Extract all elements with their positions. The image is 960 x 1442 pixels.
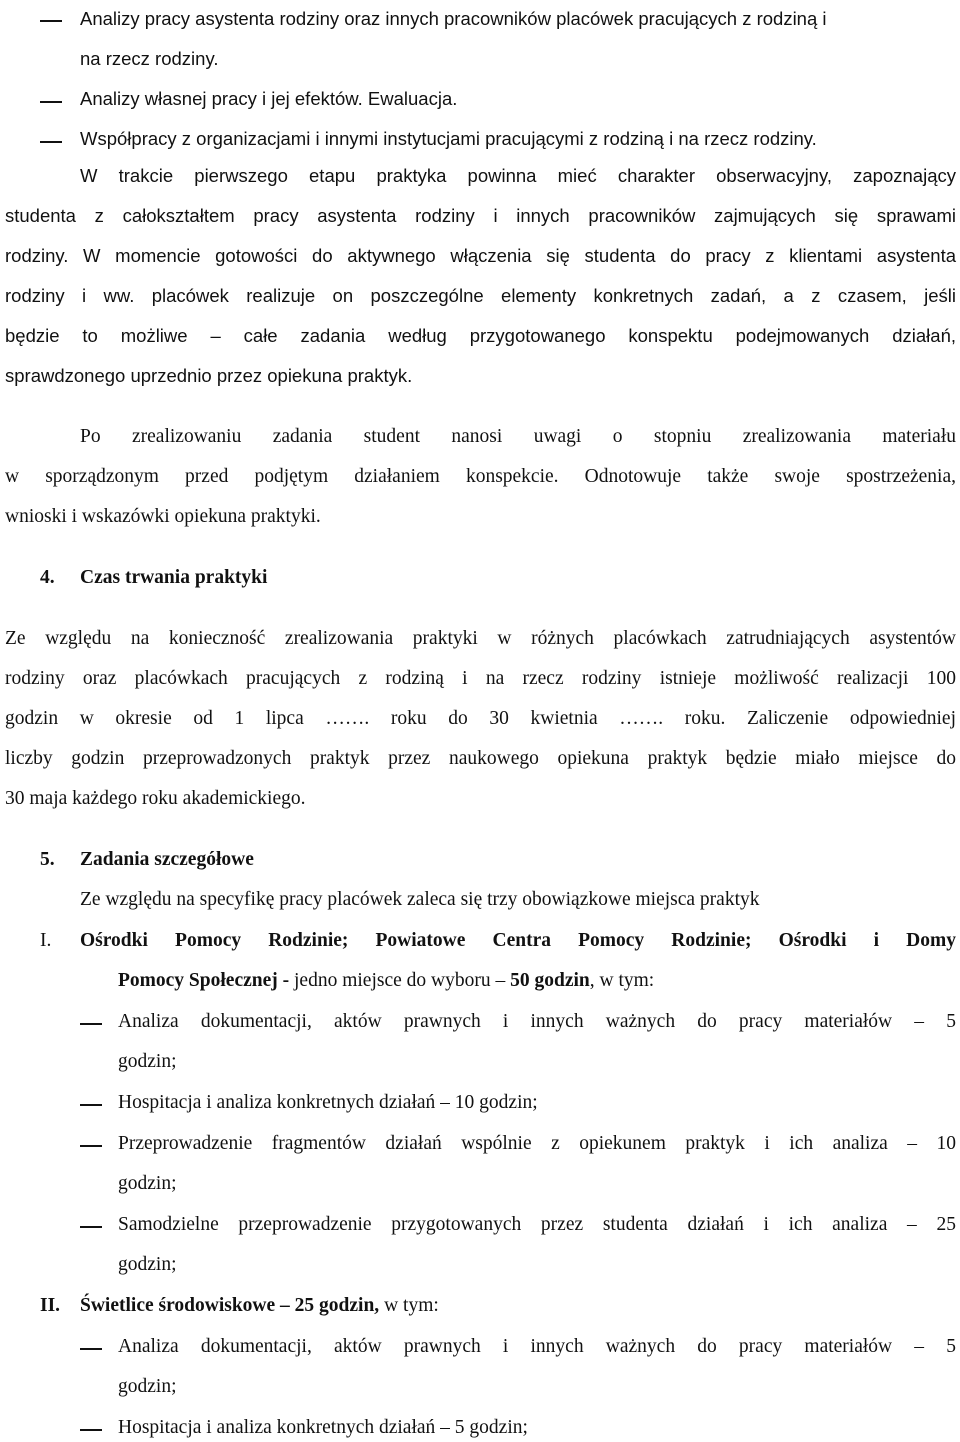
place-hours: 50 godzin <box>510 970 590 991</box>
paragraph-line: 30 maja każdego roku akademickiego. <box>5 788 306 809</box>
place-title <box>80 1294 439 1318</box>
place-title-continuation <box>118 969 654 993</box>
paragraph-line: będzie to możliwe – całe zadania według przygotowanego konspektu podejmowanych działań, <box>5 325 956 346</box>
task-item-continuation: godzin; <box>118 1254 177 1275</box>
dash-bullet <box>80 1226 102 1228</box>
paragraph-line: rodziny i ww. placówek realizuje on poszczególne elementy konkretnych zadań, a z czasem, jeśli <box>5 285 956 306</box>
bullet-text: Analizy pracy asystenta rodziny oraz innych pracowników placówek pracujących z rodziną i <box>80 8 827 29</box>
bullet-text: Analizy własnej pracy i jej efektów. Ewaluacja. <box>80 88 458 109</box>
paragraph-line: rodziny oraz placówkach pracujących z rodziną i na rzecz rodziny istnieje możliwość realizacji 100 <box>5 668 956 689</box>
place-title-text: w tym: <box>379 1295 439 1316</box>
task-item: Analiza dokumentacji, aktów prawnych i innych ważnych do pracy materiałów – 5 <box>118 1011 956 1032</box>
section-title: Zadania szczegółowe <box>80 849 254 870</box>
bullet-text: Współpracy z organizacjami i innymi instytucjami pracującymi z rodziną i na rzecz rodziny. <box>80 128 817 149</box>
paragraph-line: sprawdzonego uprzednio przez opiekuna praktyk. <box>5 365 413 386</box>
place-title-text: jedno miejsce do wyboru – <box>289 970 511 991</box>
task-item: Analiza dokumentacji, aktów prawnych i innych ważnych do pracy materiałów – 5 <box>118 1336 956 1357</box>
section-number: 4. <box>40 567 55 588</box>
place-title-bold: Świetlice środowiskowe – 25 godzin, <box>80 1295 380 1316</box>
dash-bullet <box>80 1429 102 1431</box>
bullet-text-continuation: na rzecz rodziny. <box>80 48 219 69</box>
dash-bullet <box>80 1348 102 1350</box>
paragraph-line: wnioski i wskazówki opiekuna praktyki. <box>5 506 321 527</box>
dash-bullet <box>40 20 62 22</box>
task-item: Przeprowadzenie fragmentów działań wspólnie z opiekunem praktyk i ich analiza – 10 <box>118 1133 956 1154</box>
place-title-bold: Pomocy Społecznej - <box>118 970 290 991</box>
task-item-continuation: godzin; <box>118 1173 177 1194</box>
paragraph-line: Po zrealizowaniu zadania student nanosi uwagi o stopniu zrealizowania materiału <box>80 426 956 447</box>
task-item-continuation: godzin; <box>118 1051 177 1072</box>
dash-bullet <box>80 1104 102 1106</box>
dash-bullet <box>40 101 62 103</box>
roman-numeral: I. <box>40 930 52 951</box>
place-title-text: , w tym: <box>589 970 655 991</box>
task-item: Samodzielne przeprowadzenie przygotowanych przez studenta działań i ich analiza – 25 <box>118 1214 956 1235</box>
dash-bullet <box>80 1145 102 1147</box>
task-item-continuation: godzin; <box>118 1376 177 1397</box>
roman-numeral: II. <box>40 1295 61 1316</box>
section-intro: Ze względu na specyfikę pracy placówek zaleca się trzy obowiązkowe miejsca praktyk <box>80 889 760 910</box>
section-title: Czas trwania praktyki <box>80 567 268 588</box>
paragraph-line: Ze względu na konieczność zrealizowania praktyki w różnych placówkach zatrudniających asystentów <box>5 628 956 649</box>
dash-bullet <box>80 1023 102 1025</box>
paragraph-line: godzin w okresie od 1 lipca ……. roku do 30 kwietnia ……. roku. Zaliczenie odpowiedniej <box>5 708 956 729</box>
paragraph-line: W trakcie pierwszego etapu praktyka powinna mieć charakter obserwacyjny, zapoznający <box>80 165 956 186</box>
dash-bullet <box>40 141 62 143</box>
task-item: Hospitacja i analiza konkretnych działań – 10 godzin; <box>118 1092 538 1113</box>
paragraph-line: rodziny. W momencie gotowości do aktywnego włączenia się studenta do pracy z klientami asystenta <box>5 245 956 266</box>
paragraph-line: liczby godzin przeprowadzonych praktyk przez naukowego opiekuna praktyk będzie miało miejsce do <box>5 748 956 769</box>
place-title: Ośrodki Pomocy Rodzinie; Powiatowe Centra Pomocy Rodzinie; Ośrodki i Domy <box>80 930 956 951</box>
section-number: 5. <box>40 849 55 870</box>
paragraph-line: w sporządzonym przed podjętym działaniem konspekcie. Odnotowuje także swoje spostrzeżenia, <box>5 466 956 487</box>
paragraph-line: studenta z całokształtem pracy asystenta rodziny i innych pracowników zajmujących się sprawami <box>5 205 956 226</box>
task-item: Hospitacja i analiza konkretnych działań – 5 godzin; <box>118 1417 528 1438</box>
